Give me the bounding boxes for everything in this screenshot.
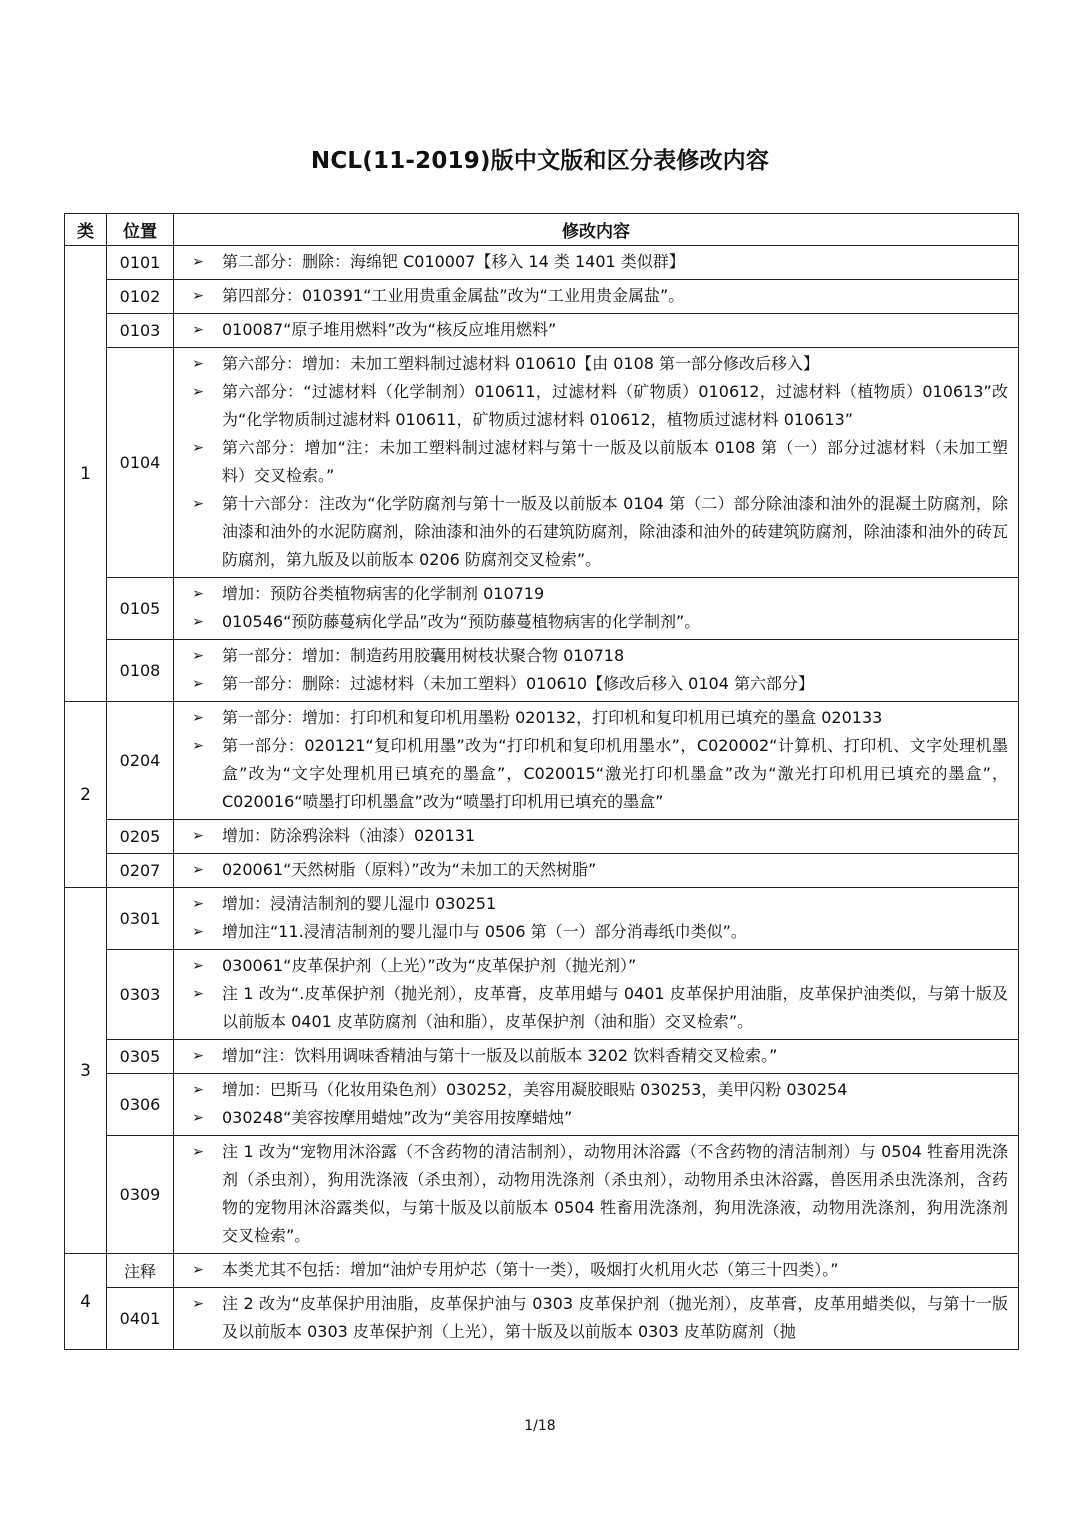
- change-item: [174, 856, 1008, 884]
- table-row: [65, 702, 1019, 820]
- change-text: 第一部分：增加：制造药用胶囊用树枝状聚合物 010718: [222, 646, 625, 665]
- change-text: 增加：预防谷类植物病害的化学制剂 010719: [222, 584, 545, 603]
- change-item: [174, 670, 1008, 698]
- arrow-bullet-icon: ➢: [192, 862, 204, 878]
- position-cell: 0205: [107, 820, 174, 854]
- arrow-bullet-icon: ➢: [192, 986, 204, 1002]
- content-cell: [174, 1040, 1019, 1074]
- content-cell: [174, 578, 1019, 640]
- change-item: [174, 378, 1008, 434]
- change-item: [174, 918, 1008, 946]
- arrow-bullet-icon: ➢: [192, 496, 204, 512]
- position-cell: 0306: [107, 1074, 174, 1136]
- position-cell: 0207: [107, 854, 174, 888]
- change-item: [174, 1076, 1008, 1104]
- position-cell: 注释: [107, 1254, 174, 1288]
- change-text: 第二部分：删除：海绵钯 C010007【移入 14 类 1401 类似群】: [222, 252, 685, 271]
- arrow-bullet-icon: ➢: [192, 254, 204, 270]
- change-text: 030248“美容按摩用蜡烛”改为“美容用按摩蜡烛”: [222, 1108, 573, 1127]
- arrow-bullet-icon: ➢: [192, 586, 204, 602]
- table-row: [65, 314, 1019, 348]
- change-item: [174, 1290, 1008, 1346]
- content-cell: [174, 1136, 1019, 1254]
- change-text: 增加：防涂鸦涂料（油漆）020131: [222, 826, 476, 845]
- change-item: [174, 980, 1008, 1036]
- change-text: 第十六部分：注改为“化学防腐剂与第十一版及以前版本 0104 第（二）部分除油漆和油外的混凝土防腐剂，除油漆和油外的水泥防腐剂，除油漆和油外的石建筑防腐剂，除油漆和油外的砖建筑防腐剂，除油漆和油外的砖瓦防腐剂，第九版及以前版本 0206 防腐剂交叉检索”。: [222, 494, 1008, 569]
- position-cell: 0401: [107, 1288, 174, 1350]
- content-cell: [174, 854, 1019, 888]
- change-text: 第一部分：删除：过滤材料（未加工塑料）010610【修改后移入 0104 第六部分】: [222, 674, 814, 693]
- change-text: 增加：巴斯马（化妆用染色剂）030252，美容用凝胶眼贴 030253，美甲闪粉 030254: [222, 1080, 848, 1099]
- arrow-bullet-icon: ➢: [192, 384, 204, 400]
- arrow-bullet-icon: ➢: [192, 828, 204, 844]
- change-text: 第一部分：增加：打印机和复印机用墨粉 020132，打印机和复印机用已填充的墨盒 020133: [222, 708, 883, 727]
- table-row: [65, 1074, 1019, 1136]
- change-item: [174, 1104, 1008, 1132]
- change-item: [174, 316, 1008, 344]
- content-cell: [174, 702, 1019, 820]
- position-cell: 0301: [107, 888, 174, 950]
- change-text: 第一部分：020121“复印机用墨”改为“打印机和复印机用墨水”，C020002“计算机、打印机、文字处理机墨盒”改为“文字处理机用已填充的墨盒”，C020015“激光打印机墨盒”改为“激光打印机用已填充的墨盒”，C020016“喷墨打印机墨盒”改为“喷墨打印机用已填充的墨盒”: [222, 736, 1008, 811]
- change-text: 本类尤其不包括：增加“油炉专用炉芯（第十一类），吸烟打火机用火芯（第三十四类）。”: [222, 1260, 839, 1279]
- class-cell: 1: [65, 246, 107, 702]
- arrow-bullet-icon: ➢: [192, 710, 204, 726]
- position-cell: 0303: [107, 950, 174, 1040]
- change-item: [174, 1256, 1008, 1284]
- position-cell: 0101: [107, 246, 174, 280]
- arrow-bullet-icon: ➢: [192, 738, 204, 754]
- position-cell: 0305: [107, 1040, 174, 1074]
- change-item: [174, 248, 1008, 276]
- table-header-row: [65, 214, 1019, 246]
- class-cell: 4: [65, 1254, 107, 1350]
- change-text: 030061“皮革保护剂（上光）”改为“皮革保护剂（抛光剂）”: [222, 956, 637, 975]
- table-row: [65, 1254, 1019, 1288]
- arrow-bullet-icon: ➢: [192, 322, 204, 338]
- content-cell: [174, 1074, 1019, 1136]
- change-item: [174, 282, 1008, 310]
- content-cell: [174, 280, 1019, 314]
- header-content: 修改内容: [174, 214, 1019, 246]
- modification-table: [64, 213, 1019, 1350]
- change-item: [174, 952, 1008, 980]
- arrow-bullet-icon: ➢: [192, 648, 204, 664]
- position-cell: 0309: [107, 1136, 174, 1254]
- page-number: 1/18: [524, 1418, 556, 1434]
- change-text: 注 2 改为“皮革保护用油脂，皮革保护油与 0303 皮革保护剂（抛光剂），皮革膏，皮革用蜡类似，与第十一版及以前版本 0303 皮革保护剂（上光），第十版及以前版本 0303 皮革防腐剂（抛: [222, 1294, 1008, 1341]
- arrow-bullet-icon: ➢: [192, 614, 204, 630]
- table-row: [65, 348, 1019, 578]
- content-cell: [174, 314, 1019, 348]
- change-text: 第六部分：“过滤材料（化学制剂）010611，过滤材料（矿物质）010612，过滤材料（植物质）010613”改为“化学物质制过滤材料 010611，矿物质过滤材料 010612，植物质过滤材料 010613”: [222, 382, 1008, 429]
- table-row: [65, 1040, 1019, 1074]
- change-item: [174, 1042, 1008, 1070]
- document-title: NCL(11-2019)版中文版和区分表修改内容: [310, 148, 770, 174]
- change-text: 第六部分：增加：未加工塑料制过滤材料 010610【由 0108 第一部分修改后移入】: [222, 354, 820, 373]
- arrow-bullet-icon: ➢: [192, 288, 204, 304]
- table-row: [65, 854, 1019, 888]
- content-cell: [174, 820, 1019, 854]
- position-cell: 0102: [107, 280, 174, 314]
- header-position: 位置: [107, 214, 174, 246]
- arrow-bullet-icon: ➢: [192, 1144, 204, 1160]
- change-text: 注 1 改为“宠物用沐浴露（不含药物的清洁制剂），动物用沐浴露（不含药物的清洁制剂）与 0504 牲畜用洗涤剂（杀虫剂），狗用洗涤液（杀虫剂），动物用洗涤剂（杀虫剂），动物用杀虫沐浴露，兽医用杀虫洗涤剂，含药物的宠物用沐浴露类似，与第十版及以前版本 0504 牲畜用洗涤剂，狗用洗涤液，动物用洗涤剂，狗用洗涤剂交叉检索”。: [222, 1142, 1008, 1245]
- header-class: 类: [65, 214, 107, 246]
- position-cell: 0105: [107, 578, 174, 640]
- table-row: [65, 640, 1019, 702]
- change-text: 010546“预防藤蔓病化学品”改为“预防藤蔓植物病害的化学制剂”。: [222, 612, 701, 631]
- arrow-bullet-icon: ➢: [192, 440, 204, 456]
- content-cell: [174, 1288, 1019, 1350]
- table-body: [65, 246, 1019, 1350]
- change-item: [174, 890, 1008, 918]
- change-text: 注 1 改为“.皮革保护剂（抛光剂），皮革膏，皮革用蜡与 0401 皮革保护用油脂，皮革保护油类似，与第十版及以前版本 0401 皮革防腐剂（油和脂），皮革保护剂（油和脂）交叉检索”。: [222, 984, 1008, 1031]
- change-text: 增加“注：饮料用调味香精油与第十一版及以前版本 3202 饮料香精交叉检索。”: [222, 1046, 778, 1065]
- content-cell: [174, 950, 1019, 1040]
- table-row: [65, 888, 1019, 950]
- content-cell: [174, 348, 1019, 578]
- arrow-bullet-icon: ➢: [192, 1296, 204, 1312]
- arrow-bullet-icon: ➢: [192, 924, 204, 940]
- position-cell: 0103: [107, 314, 174, 348]
- table-row: [65, 1288, 1019, 1350]
- table-row: [65, 820, 1019, 854]
- change-text: 020061“天然树脂（原料）”改为“未加工的天然树脂”: [222, 860, 597, 879]
- change-item: [174, 732, 1008, 816]
- change-text: 第四部分：010391“工业用贵重金属盐”改为“工业用贵金属盐”。: [222, 286, 685, 305]
- table-row: [65, 950, 1019, 1040]
- change-item: [174, 642, 1008, 670]
- change-text: 010087“原子堆用燃料”改为“核反应堆用燃料”: [222, 320, 557, 339]
- table-row: [65, 1136, 1019, 1254]
- arrow-bullet-icon: ➢: [192, 958, 204, 974]
- arrow-bullet-icon: ➢: [192, 896, 204, 912]
- class-cell: 3: [65, 888, 107, 1254]
- arrow-bullet-icon: ➢: [192, 1048, 204, 1064]
- arrow-bullet-icon: ➢: [192, 676, 204, 692]
- position-cell: 0204: [107, 702, 174, 820]
- content-cell: [174, 246, 1019, 280]
- position-cell: 0108: [107, 640, 174, 702]
- change-text: 第六部分：增加“注：未加工塑料制过滤材料与第十一版及以前版本 0108 第（一）部分过滤材料（未加工塑料）交叉检索。”: [222, 438, 1008, 485]
- change-text: 增加注“11.浸清洁制剂的婴儿湿巾与 0506 第（一）部分消毒纸巾类似”。: [222, 922, 747, 941]
- change-item: [174, 822, 1008, 850]
- position-cell: 0104: [107, 348, 174, 578]
- arrow-bullet-icon: ➢: [192, 356, 204, 372]
- arrow-bullet-icon: ➢: [192, 1110, 204, 1126]
- table-row: [65, 578, 1019, 640]
- change-item: [174, 350, 1008, 378]
- change-item: [174, 490, 1008, 574]
- arrow-bullet-icon: ➢: [192, 1082, 204, 1098]
- change-item: [174, 1138, 1008, 1250]
- class-cell: 2: [65, 702, 107, 888]
- content-cell: [174, 640, 1019, 702]
- content-cell: [174, 1254, 1019, 1288]
- content-cell: [174, 888, 1019, 950]
- change-item: [174, 608, 1008, 636]
- change-item: [174, 580, 1008, 608]
- arrow-bullet-icon: ➢: [192, 1262, 204, 1278]
- change-text: 增加：浸清洁制剂的婴儿湿巾 030251: [222, 894, 497, 913]
- change-item: [174, 704, 1008, 732]
- change-item: [174, 434, 1008, 490]
- table-row: [65, 280, 1019, 314]
- table-row: [65, 246, 1019, 280]
